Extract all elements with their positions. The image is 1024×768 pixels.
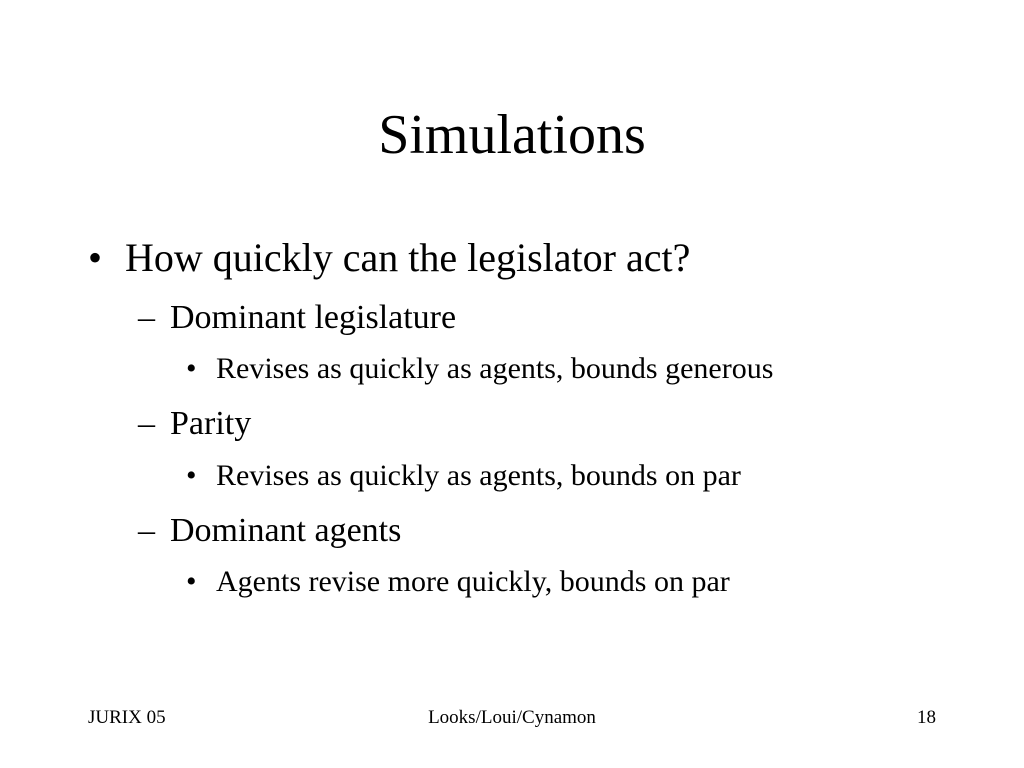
footer-authors: Looks/Loui/Cynamon [428, 707, 596, 728]
footer-page-number: 18 [917, 707, 936, 728]
main-bullet-text: How quickly can the legislator act? [125, 235, 691, 280]
bullet-marker: • [186, 459, 197, 492]
detail-text: Agents revise more quickly, bounds on par [216, 565, 730, 598]
dash-marker: – [138, 512, 155, 549]
dash-marker: – [138, 405, 155, 442]
bullet-marker: • [186, 565, 197, 598]
slide-title: Simulations [378, 104, 646, 166]
sub-bullet-label: Parity [170, 405, 252, 442]
bullet-marker: • [88, 235, 103, 280]
sub-bullet-label: Dominant agents [170, 512, 402, 549]
bullet-marker: • [186, 352, 197, 385]
dash-marker: – [138, 299, 155, 336]
detail-text: Revises as quickly as agents, bounds on par [216, 459, 741, 492]
detail-text: Revises as quickly as agents, bounds generous [216, 352, 774, 385]
footer-conference: JURIX 05 [88, 707, 166, 728]
sub-bullet-label: Dominant legislature [170, 299, 457, 336]
